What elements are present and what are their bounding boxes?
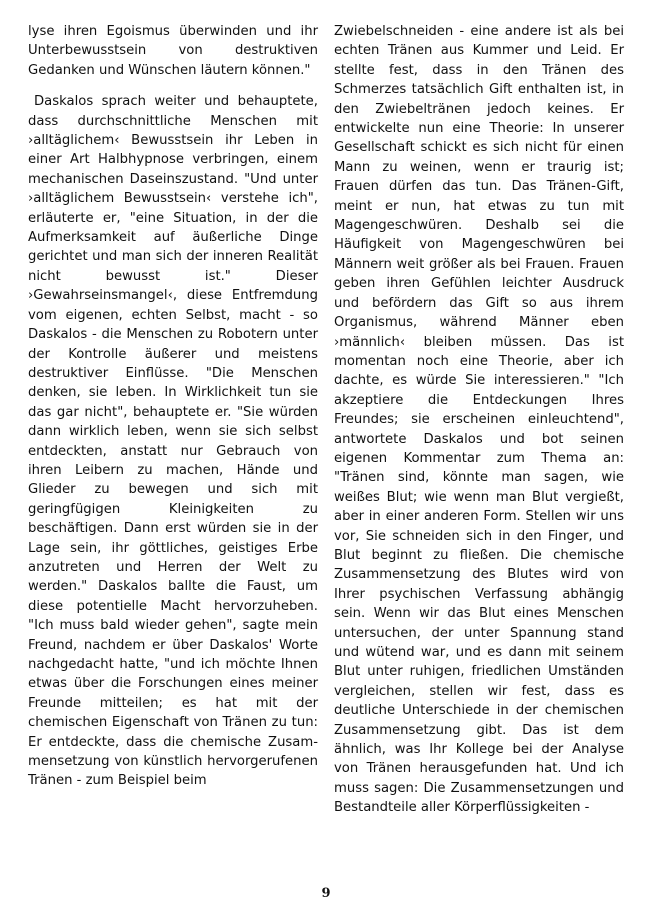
page-number: 9: [321, 886, 331, 901]
paragraph-continuation: lyse ihren Egoismus überwinden und ihr Unterbewusstsein von destruktiven Gedanken und Wünschen läutern können.": [28, 24, 318, 78]
text-column-left: [28, 22, 318, 791]
paragraph-tears: Zwiebelschneiden - eine andere ist als bei echten Tränen aus Kummer und Leid. Er stellte fest, dass in den Tränen des Schmerzes tatsächlich Gift enthalten ist, in den Zwiebeltränen jedoch keines. Er entwickelte nun eine Theorie: In unserer Gesellschaft schickt es sich nicht für einen Mann zu weinen, wenn er traurig ist; Frauen dürfen das tun. Das Tränen-Gift, meint er nun, hat etwas zu tun mit Magengeschwüren. Deshalb sei die Häufigkeit von Magengeschwüren bei Männern weit größer als bei Frauen. Frauen geben ihren Gefühlen leichter Ausdruck und befördern das Gift so aus ihrem Organismus, während Männer eben ›männlich‹ bleiben müssen. Das ist momentan noch eine Theorie, aber ich dachte, es würde Sie interessieren." "Ich akzeptiere die Entdeckungen Ihres Freundes; sie erscheinen einleuchtend", antwortete Daskalos und bot seinen eigenen Kommentar zum Thema an: "Tränen sind, könnte man sagen, wie weißes Blut; wie wenn man Blut vergießt, aber in einer anderen Form. Stellen wir uns vor, Sie schneiden sich in den Finger, und Blut beginnt zu fließen. Die chemische Zusammensetzung des Blutes wird von Ihrer psychischen Verfassung abhängig sein. Wenn wir das Blut eines Menschen untersuchen, der unter Spannung stand und wütend war, und es dann mit seinem Blut unter ruhigen, friedlichen Umständen vergleichen, stellen wir fest, dass es deutliche Unterschiede in der chemischen Zusammensetzung gibt. Das ist dem ähnlich, was Ihr Kollege bei der Analyse von Tränen herausgefunden hat. Und ich muss sagen: Die Zusammensetzungen und Bestandteile aller Körperflüssigkeiten -: [334, 24, 624, 816]
text-column-right: [334, 22, 624, 818]
paragraph-daskalos: Daskalos sprach weiter und behauptete, dass durchschnittliche Menschen mit ›alltäglichem‹ Bewusstsein ihr Leben in einer Art Halbhypnose verbringen, einem mechanischen Daseinszustand. "Und unter ›alltäglichem Bewusstsein‹ verstehe ich", erläuterte er, "eine Situation, in der die Aufmerksamkeit auf äußerliche Dinge gerichtet und man sich der inneren Realität nicht bewusst ist." Dieser ›Gewahrseinsmangel‹, diese Entfremdung vom eigenen, echten Selbst, macht - so Daskalos - die Menschen zu Robotern unter der Kontrolle äußerer und meistens destruktiver Einflüsse. "Die Menschen denken, sie leben. In Wirklichkeit tun sie das gar nicht", behauptete er. "Sie würden dann wirklich leben, wenn sie sich selbst entdeckten, anstatt nur Gebrauch von ihren Leibern zu machen, Hände und Glieder zu bewegen und sich mit geringfügigen Kleinigkeiten zu beschäftigen. Dann erst würden sie in der Lage sein, ihr göttliches, geistiges Erbe anzutreten und Herren der Welt zu werden." Daskalos ballte die Faust, um diese potentielle Macht hervorzuheben. "Ich muss bald wieder gehen", sagte mein Freund, nachdem er über Daskalos' Worte nachgedacht hatte, "und ich möchte Ihnen etwas über die Forschungen eines meiner Freunde mitteilen; es hat mit der chemischen Eigenschaft von Tränen zu tun: Er entdeckte, dass die chemische Zusammensetzung von künstlich hervorgerufenen Tränen - zum Beispiel beim: [28, 94, 318, 789]
